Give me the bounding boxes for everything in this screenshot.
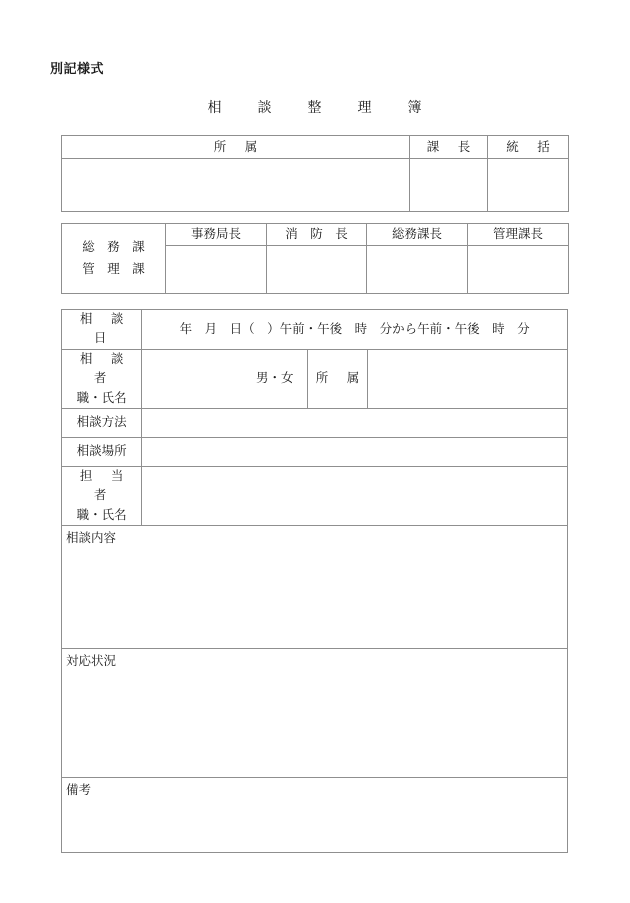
row-label-staff-line1: 担 当 者 xyxy=(79,468,142,503)
value-cell-fire-chief[interactable] xyxy=(267,246,367,294)
value-cell-management-chief[interactable] xyxy=(468,246,569,294)
row-label-consultation-date: 相 談 日 xyxy=(62,310,142,350)
gender-option-label[interactable]: 男・女 xyxy=(255,371,294,386)
table-row-remarks xyxy=(62,778,568,853)
table-row-header xyxy=(62,224,569,246)
value-cell-staff[interactable] xyxy=(142,466,568,525)
row-label-staff-line2: 職・氏名 xyxy=(76,507,127,522)
value-cell-supervisor[interactable] xyxy=(488,159,569,212)
value-cell-general-affairs-chief[interactable] xyxy=(367,246,468,294)
value-cell-section-chief[interactable] xyxy=(410,159,488,212)
consultation-form-table xyxy=(61,309,568,853)
table-row-consultation-method xyxy=(62,408,568,437)
header-cell-general-affairs-chief: 総務課長 xyxy=(367,224,468,246)
row-label-department xyxy=(62,224,166,294)
value-cell-consultant-affiliation[interactable] xyxy=(367,349,567,408)
table-row-consultation-date xyxy=(62,310,568,350)
section-label-response-status: 対応状況 xyxy=(66,654,117,668)
row-label-consultant-line1: 相 談 者 xyxy=(79,351,142,386)
row-label-department-line2: 管 理 課 xyxy=(82,261,145,276)
header-cell-supervisor: 統 括 xyxy=(488,136,569,159)
row-label-department-line1: 総 務 課 xyxy=(82,240,145,255)
value-cell-affiliation[interactable] xyxy=(62,159,410,212)
section-label-consultation-content: 相談内容 xyxy=(66,531,117,545)
value-cell-consultant-name[interactable] xyxy=(142,349,308,408)
row-label-staff xyxy=(62,466,142,525)
page-title: 相 談 整 理 簿 xyxy=(207,101,433,116)
section-label-remarks: 備考 xyxy=(66,783,92,797)
row-label-consultation-method: 相談方法 xyxy=(62,408,142,437)
value-cell-consultation-method[interactable] xyxy=(142,408,568,437)
table-row xyxy=(62,159,569,212)
table-row-response-status xyxy=(62,649,568,778)
row-label-consultant-line2: 職・氏名 xyxy=(76,390,127,405)
row-label-consultant xyxy=(62,349,142,408)
value-cell-consultation-date[interactable]: 年 月 日（ ）午前・午後 時 分から午前・午後 時 分 xyxy=(142,310,568,350)
header-cell-section-chief: 課 長 xyxy=(410,136,488,159)
header-cell-bureau-chief: 事務局長 xyxy=(166,224,267,246)
table-row-consultation-place xyxy=(62,437,568,466)
header-cell-affiliation: 所 属 xyxy=(62,136,410,159)
section-consultation-content[interactable] xyxy=(62,526,568,649)
table-row-consultant xyxy=(62,349,568,408)
form-code-label: 別記様式 xyxy=(50,61,105,76)
approval-table-department xyxy=(61,223,569,294)
section-remarks[interactable] xyxy=(62,778,568,853)
section-response-status[interactable] xyxy=(62,649,568,778)
row-label-consultation-place: 相談場所 xyxy=(62,437,142,466)
value-cell-consultation-place[interactable] xyxy=(142,437,568,466)
approval-table-top xyxy=(61,135,569,212)
header-cell-fire-chief: 消 防 長 xyxy=(267,224,367,246)
value-cell-bureau-chief[interactable] xyxy=(166,246,267,294)
table-row-consultation-content xyxy=(62,526,568,649)
sub-label-affiliation: 所 属 xyxy=(308,349,367,408)
table-row-header xyxy=(62,136,569,159)
table-row-staff xyxy=(62,466,568,525)
header-cell-management-chief: 管理課長 xyxy=(468,224,569,246)
